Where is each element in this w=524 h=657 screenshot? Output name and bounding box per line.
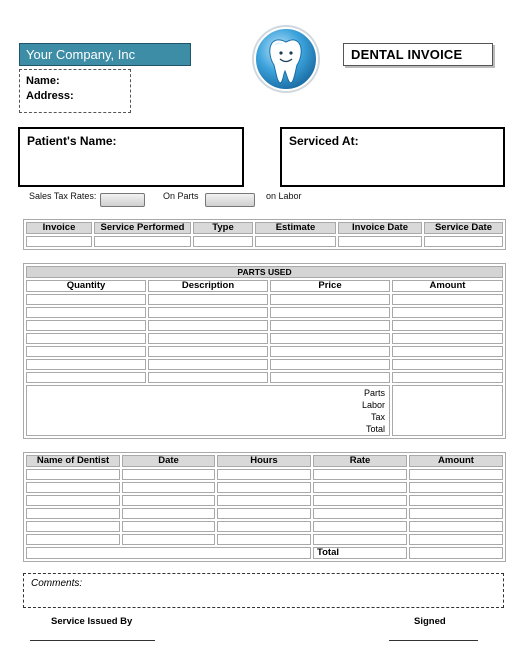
table-row bbox=[26, 307, 503, 318]
labor-total-spacer bbox=[26, 547, 311, 559]
labor-tax-input[interactable] bbox=[205, 193, 255, 207]
description-cell[interactable] bbox=[148, 346, 268, 357]
hours-cell[interactable] bbox=[217, 521, 311, 532]
col-quantity: Quantity bbox=[26, 280, 146, 292]
quantity-cell[interactable] bbox=[26, 320, 146, 331]
date-cell[interactable] bbox=[122, 521, 215, 532]
amount-cell[interactable] bbox=[392, 346, 503, 357]
labor-total-label: Total bbox=[313, 547, 407, 559]
dentist-cell[interactable] bbox=[26, 508, 120, 519]
table-row bbox=[26, 294, 503, 305]
col-invoice: Invoice bbox=[26, 222, 92, 234]
hours-cell[interactable] bbox=[217, 469, 311, 480]
labor-total-amount-cell[interactable] bbox=[409, 547, 503, 559]
table-header-row bbox=[26, 222, 503, 234]
grand-total-label: Total bbox=[365, 424, 385, 434]
table-row bbox=[26, 346, 503, 357]
invoice-title-text: DENTAL INVOICE bbox=[351, 47, 463, 62]
col-rate: Rate bbox=[313, 455, 407, 467]
comments-box[interactable] bbox=[23, 573, 504, 608]
date-cell[interactable] bbox=[122, 469, 215, 480]
parts-title-row bbox=[26, 266, 503, 278]
table-row bbox=[26, 534, 503, 545]
parts-used-table bbox=[23, 263, 506, 439]
description-cell[interactable] bbox=[148, 307, 268, 318]
issued-by-signature-line[interactable] bbox=[30, 640, 155, 641]
table-row bbox=[26, 482, 503, 493]
hours-cell[interactable] bbox=[217, 482, 311, 493]
table-row bbox=[26, 495, 503, 506]
invoice-cell[interactable] bbox=[26, 236, 92, 247]
amount-cell[interactable] bbox=[392, 307, 503, 318]
col-invoice-date: Invoice Date bbox=[338, 222, 422, 234]
amount-cell[interactable] bbox=[392, 294, 503, 305]
table-row bbox=[26, 320, 503, 331]
col-service-performed: Service Performed bbox=[94, 222, 191, 234]
invoice-date-cell[interactable] bbox=[338, 236, 422, 247]
amount-cell[interactable] bbox=[409, 521, 503, 532]
description-cell[interactable] bbox=[148, 372, 268, 383]
serviced-at-box[interactable] bbox=[280, 127, 505, 187]
service-date-cell[interactable] bbox=[424, 236, 503, 247]
description-cell[interactable] bbox=[148, 294, 268, 305]
dentist-cell[interactable] bbox=[26, 469, 120, 480]
company-name-banner bbox=[19, 43, 191, 66]
amount-cell[interactable] bbox=[409, 534, 503, 545]
name-address-box[interactable] bbox=[19, 69, 131, 113]
rate-cell[interactable] bbox=[313, 534, 407, 545]
price-cell[interactable] bbox=[270, 346, 390, 357]
company-name: Your Company, Inc bbox=[26, 47, 136, 62]
address-label: Address: bbox=[26, 90, 74, 102]
col-service-date: Service Date bbox=[424, 222, 503, 234]
totals-amount-cell[interactable] bbox=[392, 385, 503, 436]
table-row bbox=[26, 333, 503, 344]
amount-cell[interactable] bbox=[409, 508, 503, 519]
col-amount: Amount bbox=[409, 455, 503, 467]
rate-cell[interactable] bbox=[313, 482, 407, 493]
price-cell[interactable] bbox=[270, 320, 390, 331]
dentist-cell[interactable] bbox=[26, 521, 120, 532]
col-price: Price bbox=[270, 280, 390, 292]
col-amount: Amount bbox=[392, 280, 503, 292]
amount-cell[interactable] bbox=[392, 372, 503, 383]
amount-cell[interactable] bbox=[392, 359, 503, 370]
price-cell[interactable] bbox=[270, 294, 390, 305]
parts-used-title: PARTS USED bbox=[26, 266, 503, 278]
table-row bbox=[26, 469, 503, 480]
totals-labels bbox=[26, 385, 390, 436]
quantity-cell[interactable] bbox=[26, 294, 146, 305]
estimate-cell[interactable] bbox=[255, 236, 336, 247]
date-cell[interactable] bbox=[122, 482, 215, 493]
amount-cell[interactable] bbox=[392, 320, 503, 331]
quantity-cell[interactable] bbox=[26, 307, 146, 318]
rate-cell[interactable] bbox=[313, 521, 407, 532]
rate-cell[interactable] bbox=[313, 508, 407, 519]
table-header-row bbox=[26, 280, 503, 292]
parts-tax-input[interactable] bbox=[100, 193, 145, 207]
quantity-cell[interactable] bbox=[26, 346, 146, 357]
quantity-cell[interactable] bbox=[26, 372, 146, 383]
hours-cell[interactable] bbox=[217, 534, 311, 545]
patient-name-label: Patient's Name: bbox=[27, 134, 117, 148]
price-cell[interactable] bbox=[270, 359, 390, 370]
tooth-logo-icon bbox=[248, 23, 324, 95]
price-cell[interactable] bbox=[270, 307, 390, 318]
description-cell[interactable] bbox=[148, 359, 268, 370]
table-row bbox=[26, 236, 503, 247]
col-description: Description bbox=[148, 280, 268, 292]
amount-cell[interactable] bbox=[409, 469, 503, 480]
col-date: Date bbox=[122, 455, 215, 467]
col-estimate: Estimate bbox=[255, 222, 336, 234]
amount-cell[interactable] bbox=[409, 482, 503, 493]
table-row bbox=[26, 508, 503, 519]
signed-signature-line[interactable] bbox=[389, 640, 478, 641]
date-cell[interactable] bbox=[122, 508, 215, 519]
table-header-row bbox=[26, 455, 503, 467]
description-cell[interactable] bbox=[148, 320, 268, 331]
col-hours: Hours bbox=[217, 455, 311, 467]
comments-label: Comments: bbox=[31, 578, 83, 589]
col-name-of-dentist: Name of Dentist bbox=[26, 455, 120, 467]
on-labor-label: on Labor bbox=[266, 191, 302, 201]
tax-total-label: Tax bbox=[370, 412, 385, 422]
price-cell[interactable] bbox=[270, 333, 390, 344]
patient-name-box[interactable] bbox=[18, 127, 244, 187]
invoice-table bbox=[23, 219, 506, 250]
on-parts-label: On Parts bbox=[163, 191, 199, 201]
dentist-cell[interactable] bbox=[26, 495, 120, 506]
service-issued-by-label: Service Issued By bbox=[51, 616, 133, 627]
serviced-at-label: Serviced At: bbox=[289, 134, 359, 148]
sales-tax-label: Sales Tax Rates: bbox=[29, 191, 97, 201]
date-cell[interactable] bbox=[122, 534, 215, 545]
col-type: Type bbox=[193, 222, 253, 234]
rate-cell[interactable] bbox=[313, 495, 407, 506]
signed-label: Signed bbox=[414, 616, 446, 627]
description-cell[interactable] bbox=[148, 333, 268, 344]
amount-cell[interactable] bbox=[409, 495, 503, 506]
labor-total-label: Labor bbox=[361, 400, 385, 410]
hours-cell[interactable] bbox=[217, 508, 311, 519]
table-row bbox=[26, 521, 503, 532]
table-row bbox=[26, 372, 503, 383]
dentist-cell[interactable] bbox=[26, 482, 120, 493]
labor-table bbox=[23, 452, 506, 562]
service-performed-cell[interactable] bbox=[94, 236, 191, 247]
quantity-cell[interactable] bbox=[26, 359, 146, 370]
hours-cell[interactable] bbox=[217, 495, 311, 506]
labor-total-row bbox=[26, 547, 503, 559]
rate-cell[interactable] bbox=[313, 469, 407, 480]
date-cell[interactable] bbox=[122, 495, 215, 506]
parts-total-label: Parts bbox=[363, 388, 385, 398]
type-cell[interactable] bbox=[193, 236, 253, 247]
quantity-cell[interactable] bbox=[26, 333, 146, 344]
parts-totals-row bbox=[26, 385, 503, 436]
dentist-cell[interactable] bbox=[26, 534, 120, 545]
table-row bbox=[26, 359, 503, 370]
price-cell[interactable] bbox=[270, 372, 390, 383]
invoice-title bbox=[343, 43, 493, 66]
name-label: Name: bbox=[26, 75, 60, 87]
amount-cell[interactable] bbox=[392, 333, 503, 344]
